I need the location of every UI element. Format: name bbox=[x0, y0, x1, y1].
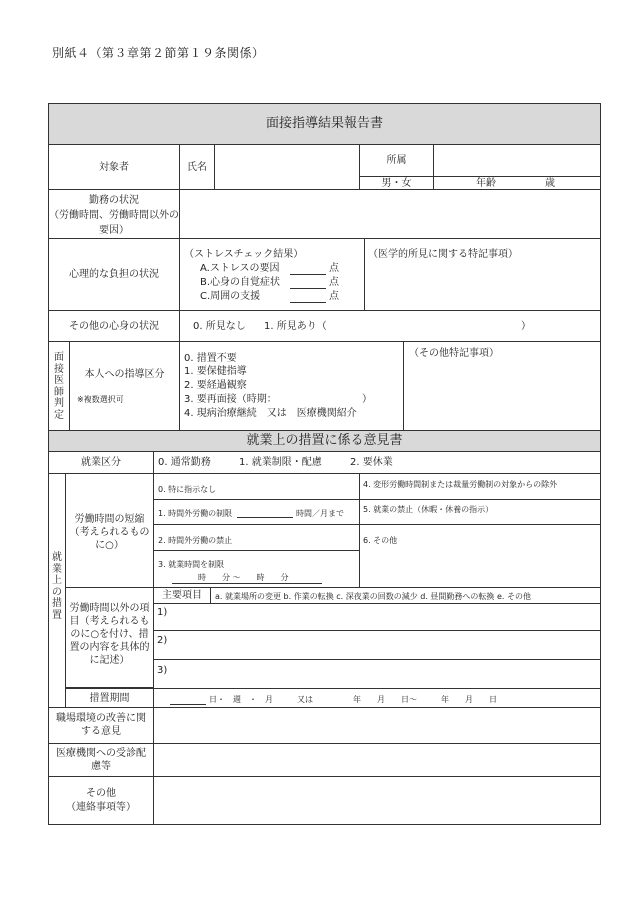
judgment-opt4[interactable]: 4. 現病治療継続 又は 医療機関紹介 bbox=[184, 408, 357, 419]
shorten-item1: 1. 時間外労働の制限 bbox=[158, 509, 233, 518]
medical-note-label: （医学的所見に関する特記事項） bbox=[368, 249, 518, 260]
measure-row-1-label: 1) bbox=[157, 607, 168, 618]
other-health-label: その他の心身の状況 bbox=[69, 321, 159, 332]
name-field[interactable] bbox=[214, 144, 360, 190]
shorten-item3-time: 時 分 ～ 時 分 bbox=[198, 573, 289, 582]
work-class-label: 就業区分 bbox=[81, 457, 121, 468]
period-days-field[interactable] bbox=[170, 704, 206, 705]
judgment-opt3-close: ） bbox=[362, 394, 372, 405]
other-measures-label: 労働時間以外の項目（考えられるものに○を付け、措置の内容を具体的に記述） bbox=[69, 603, 150, 666]
shorten-item5: 5. 就業の禁止（休暇・休養の指示） bbox=[363, 505, 494, 514]
judgment-opt2[interactable]: 2. 要経過観察 bbox=[184, 380, 247, 391]
medical-consult-label: 医療機関への受診配慮等 bbox=[56, 748, 146, 772]
age-label: 年齢 bbox=[476, 178, 496, 189]
env-opinion-field[interactable] bbox=[153, 707, 601, 744]
shorten-item4: 4. 変形労働時間制または裁量労働制の対象からの除外 bbox=[363, 480, 558, 489]
other-health-close: ） bbox=[521, 321, 531, 332]
shorten-item2: 2. 時間外労働の禁止 bbox=[158, 536, 233, 545]
judgment-opt0[interactable]: 0. 措置不要 bbox=[184, 353, 237, 364]
age-cell[interactable] bbox=[433, 176, 601, 190]
stress-item-c: C.周囲の支援 bbox=[200, 291, 261, 302]
dept-label: 所属 bbox=[386, 155, 407, 166]
measures-vertical-label: 就業上の措置 bbox=[52, 552, 62, 621]
judgment-vertical-label: 面接医師判定 bbox=[54, 352, 64, 421]
judgment-opt1[interactable]: 1. 要保健指導 bbox=[184, 366, 247, 377]
overtime-hours-field[interactable] bbox=[237, 517, 293, 518]
work-status-label-2: （労働時間、労働時間以外の bbox=[49, 210, 179, 221]
period-text: 日・ 週 ・ 月 又は 年 月 日～ 年 月 日 bbox=[209, 695, 497, 704]
gender-label: 男・女 bbox=[381, 178, 412, 189]
dept-field[interactable] bbox=[433, 144, 601, 177]
name-label: 氏名 bbox=[187, 162, 207, 173]
main-items-label: 主要項目 bbox=[162, 590, 202, 601]
measure-row-3-label: 3) bbox=[157, 665, 168, 676]
shorten-item6: 6. その他 bbox=[363, 536, 398, 545]
work-class-opt0[interactable]: 0. 通常勤務 bbox=[158, 457, 211, 468]
stress-score-c[interactable] bbox=[290, 302, 326, 303]
stress-item-b: B.心身の自覚症状 bbox=[200, 277, 281, 288]
shorten-label: 労働時間の短縮（考えられるものに○） bbox=[69, 514, 150, 551]
stress-item-a: A.ストレスの要因 bbox=[200, 263, 280, 274]
env-opinion-label: 職場環境の改善に関する意見 bbox=[56, 713, 146, 737]
judgment-label-cell bbox=[69, 341, 180, 431]
stress-unit-c: 点 bbox=[329, 291, 339, 302]
work-status-label-3: 要因） bbox=[99, 225, 129, 236]
measure-row-2-label: 2) bbox=[157, 635, 168, 646]
stress-check-title: （ストレスチェック結果） bbox=[184, 249, 304, 260]
others-label-1: その他 bbox=[86, 788, 116, 799]
subject-label: 対象者 bbox=[99, 162, 129, 173]
time-field-1[interactable] bbox=[172, 583, 322, 584]
main-items-options: a. 就業場所の変更 b. 作業の転換 c. 深夜業の回数の減少 d. 昼間勤務への転換 e. その他 bbox=[215, 592, 531, 601]
psych-label: 心理的な負担の状況 bbox=[69, 269, 159, 280]
shorten-item1-unit: 時間／月まで bbox=[296, 509, 344, 518]
section2-title: 就業上の措置に係る意見書 bbox=[246, 433, 403, 448]
measure-row-3[interactable] bbox=[153, 659, 601, 689]
work-class-opt2[interactable]: 2. 要休業 bbox=[350, 457, 393, 468]
stress-score-b[interactable] bbox=[290, 288, 326, 289]
report-form bbox=[48, 103, 601, 825]
age-unit: 歳 bbox=[545, 178, 555, 189]
work-class-opt1[interactable]: 1. 就業制限・配慮 bbox=[239, 457, 322, 468]
report-title: 面接指導結果報告書 bbox=[265, 116, 383, 131]
measure-row-2[interactable] bbox=[153, 630, 601, 660]
stress-unit-a: 点 bbox=[329, 263, 339, 274]
shorten-item0: 0. 特に指示なし bbox=[158, 485, 217, 494]
others-field[interactable] bbox=[153, 776, 601, 825]
stress-score-a[interactable] bbox=[290, 274, 326, 275]
stress-unit-b: 点 bbox=[329, 277, 339, 288]
judgment-other-label: （その他特記事項） bbox=[409, 348, 499, 359]
judgment-opt3[interactable]: 3. 要再面接（時期： bbox=[184, 394, 277, 405]
work-status-field[interactable] bbox=[179, 189, 601, 239]
other-health-opt1: 1. 所見あり（ bbox=[264, 321, 327, 332]
medical-consult-field[interactable] bbox=[153, 743, 601, 777]
work-status-label-1: 勤務の状況 bbox=[89, 195, 139, 206]
judgment-label: 本人への指導区分 bbox=[84, 369, 165, 380]
period-label: 措置期間 bbox=[89, 693, 130, 704]
form-reference-note: 別紙４（第３章第２節第１９条関係） bbox=[52, 46, 265, 60]
others-label-2: （連絡事項等） bbox=[66, 802, 136, 813]
shorten-item3: 3. 就業時間を制限 bbox=[158, 560, 225, 569]
judgment-note: ※複数選択可 bbox=[77, 395, 124, 404]
measure-row-1[interactable] bbox=[153, 603, 601, 631]
other-health-opt0: 0. 所見なし bbox=[193, 321, 246, 332]
